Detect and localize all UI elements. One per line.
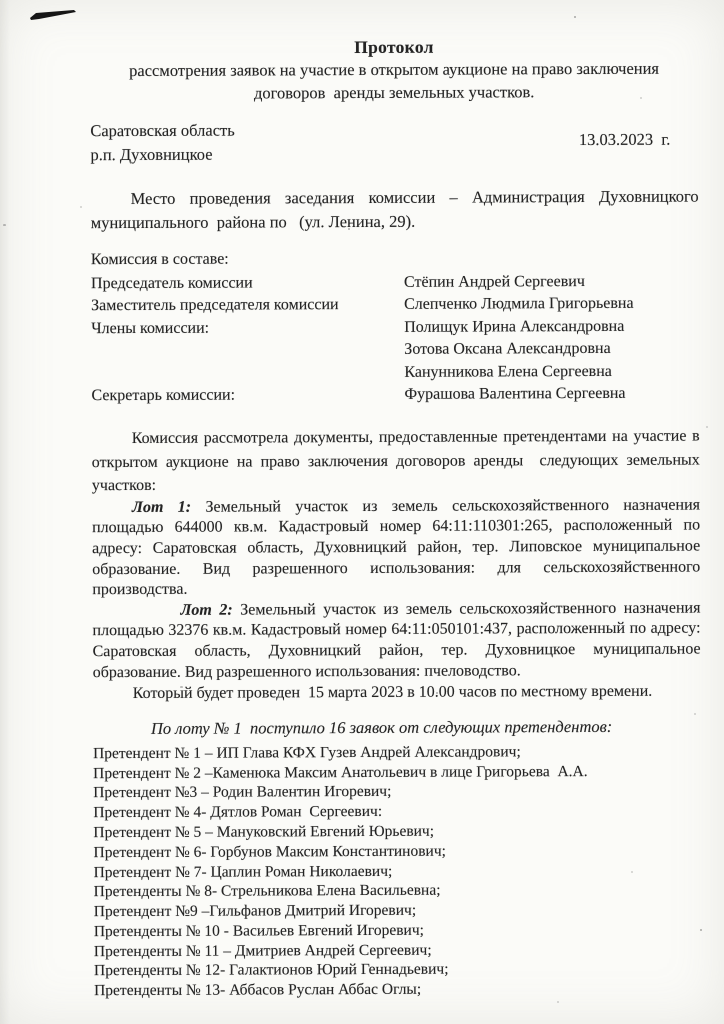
commission-member-name: Фурашова Валентина Сергеевна	[404, 384, 626, 403]
applicant-item: Претендент № 6- Горбунов Максим Константинович;	[93, 842, 446, 861]
document-subtitle-line2: договоров аренды земельных участков.	[253, 81, 535, 102]
lot2-label: Лот 2:	[180, 601, 233, 619]
title-block	[90, 35, 698, 106]
lot2-paragraph	[92, 598, 705, 683]
lot1-paragraph	[92, 495, 705, 601]
commission-heading: Комиссия в составе:	[90, 250, 229, 269]
lot1-label: Лот 1:	[131, 498, 192, 516]
applicant-item: Претендент № 5 – Мануковский Евгений Юрьевич;	[93, 822, 435, 842]
lot2-text: Земельный участок из земель сельскохозяйственного назначения площадью 32376 кв.м. Кадастровый номер 64:11:050101:437, расположенный по адресу: Саратовская область, Духовницкий район, тер. Духовницкое муниципальное образование. Вид разрешенного использования: пчеловодство.	[92, 599, 705, 681]
commission-row	[91, 383, 703, 408]
commission-member-name: Канунникова Елена Сергеевна	[404, 362, 612, 381]
document-date: 13.03.2023 г.	[578, 129, 671, 150]
commission-member-name: Стёпин Андрей Сергеевич	[403, 273, 585, 291]
commission-row	[91, 338, 703, 363]
applicant-item: Претенденты № 13- Аббасов Руслан Аббас Оглы;	[94, 981, 422, 1000]
applicant-item: Претенденты № 12- Галактионов Юрий Геннадьевич;	[93, 961, 449, 980]
document-subtitle-line1: рассмотрения заявок на участие в открытом аукционе на право заключения	[129, 58, 660, 81]
applicant-item: Претендент № 1 – ИП Глава КФХ Гузев Андрей Александрович;	[93, 743, 521, 762]
auction-datetime-line: Который будет проведен 15 марта 2023 в 10.00 часов по местному времени.	[132, 682, 653, 703]
commission-role	[91, 339, 404, 363]
intro-paragraph: Комиссия рассмотрела документы, предоставленные претендентами на участие в открытом аукционе на право заключения договоров аренды следующих земельных участков:	[91, 427, 704, 495]
body-section	[91, 425, 705, 1002]
commission-role: Секретарь комиссии:	[91, 386, 236, 405]
applicants-heading: По лоту № 1 поступило 16 заявок от следующих претендентов:	[150, 716, 613, 738]
settlement-line: р.п. Духовницкое	[90, 144, 213, 164]
applicant-item: Претендент № 7- Цаплин Роман Николаевич;	[93, 862, 393, 881]
commission-role: Председатель комиссии	[90, 274, 253, 293]
commission-row	[91, 360, 703, 385]
applicant-item: Претендент №9 –Гильфанов Дмитрий Игоревич;	[93, 901, 417, 921]
applicant-item: Претенденты № 10 - Васильев Евгений Игоревич;	[93, 921, 424, 941]
lot1-text: Земельный участок из земель сельскохозяйственного назначения площадью 644000 кв.м. Кадастровый номер 64:11:110301:265, расположенный по адресу: Саратовская область, Духовницкий район, тер. Липовское муниципальное образование. Вид разрешенного использования: для сельскохозяйственного производства.	[92, 496, 705, 599]
applicants-list	[93, 741, 702, 1001]
commission-member-name: Полищук Ирина Александровна	[404, 317, 625, 336]
commission-section	[91, 246, 704, 408]
applicant-item: Претендент № 4- Дятлов Роман Сергеевич:	[93, 803, 383, 822]
commission-member-name: Зотова Оксана Александровна	[404, 340, 611, 359]
commission-row	[91, 293, 703, 318]
commission-role: Члены комиссии:	[91, 319, 210, 337]
document-title: Протокол	[354, 36, 434, 58]
commission-role: Заместитель председателя комиссии	[91, 296, 339, 315]
region-line: Саратовская область	[90, 120, 235, 141]
applicant-item: Претендент № 2 –Каменюка Максим Анатольевич в лице Григорьева А.А.	[93, 762, 588, 782]
commission-role	[91, 361, 404, 385]
place-block	[90, 119, 235, 167]
commission-member-name: Слепченко Людмила Григорьевна	[404, 295, 634, 314]
commission-row	[91, 271, 703, 296]
commission-row	[91, 315, 703, 340]
applicant-item: Претенденты № 11 – Дмитриев Андрей Сергеевич;	[93, 941, 432, 960]
applicant-item: Претенденты № 8- Стрельникова Елена Васильевна;	[93, 881, 441, 901]
venue-paragraph: Место проведения заседания комиссии – Администрация Духовницкого муниципального района по (ул. Ленина, 29).	[90, 186, 703, 233]
applicant-item: Претендент №3 – Родин Валентин Игоревич;	[93, 783, 392, 802]
